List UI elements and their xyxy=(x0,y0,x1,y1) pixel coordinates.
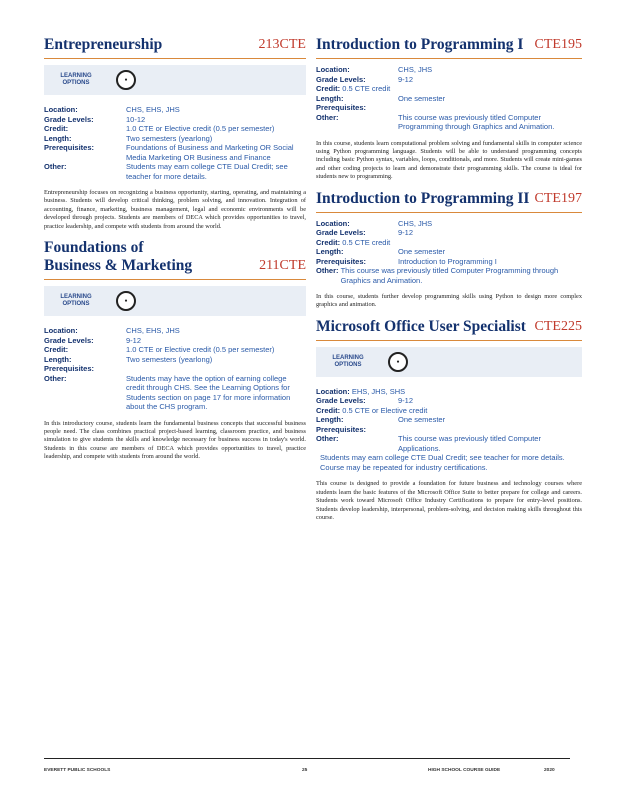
title-rule xyxy=(44,58,306,59)
location-value: CHS, EHS, JHS xyxy=(126,105,180,114)
location-key: Location: xyxy=(316,218,350,228)
footer-year: 2020 xyxy=(544,768,555,773)
credit-value: 0.5 CTE credit xyxy=(342,237,391,247)
course-title: Microsoft Office User Specialist xyxy=(316,317,526,335)
length-value: One semester xyxy=(398,247,446,257)
credit-value: 0.5 CTE credit xyxy=(342,84,391,93)
prereq-key: Prerequisites: xyxy=(316,103,367,112)
course-entrepreneurship xyxy=(44,36,306,231)
title-rule xyxy=(44,279,306,280)
course-description: In this course, students further develop programming skills using Python to design more complex graphics and animation. xyxy=(316,293,582,309)
location-key: Location: xyxy=(316,386,350,396)
learning-options-label: LEARNING OPTIONS xyxy=(60,73,92,86)
credit-key: Credit: xyxy=(316,84,341,93)
prereq-value: Foundations of Business and Marketing OR Social Media Marketing OR Business and Finance xyxy=(126,143,294,162)
credit-key: Credit: xyxy=(44,345,69,355)
other-value: Students may earn college CTE Dual Credit; see teacher for more details. xyxy=(126,162,288,181)
learning-options-label: LEARNING OPTIONS xyxy=(60,294,92,308)
prereq-value: Introduction to Programming I xyxy=(398,256,497,266)
length-key: Length: xyxy=(44,354,72,364)
dual-credit-note: Students may earn college CTE Dual Credit; see teacher for more details. xyxy=(320,453,565,463)
course-foundations-business-marketing xyxy=(44,239,306,462)
length-value: Two semesters (yearlong) xyxy=(126,133,213,143)
location-key: Location: xyxy=(316,65,350,74)
course-code: CTE197 xyxy=(534,190,582,206)
prereq-key: Prerequisites: xyxy=(316,256,367,266)
course-title: Introduction to Programming I xyxy=(316,36,524,53)
course-title xyxy=(44,239,192,275)
other-value: This course was previously titled Computer Programming through Graphics and Animation. xyxy=(398,112,555,131)
location-key: Location: xyxy=(44,105,78,114)
course-description: In this introductory course, students learn the fundamental business concepts that successful business people need. The class combines practical project-based learning, classroom practice, and business simulation to give students the skills and knowledge necessary for business success in today's world. Students in this course are members of DECA which provides opportunities to travel, practice leadership, and compete with students from around the world. xyxy=(44,419,306,461)
grade-key: Grade Levels: xyxy=(44,114,94,124)
course-info xyxy=(316,387,582,473)
course-title-line2: Business & Marketing xyxy=(44,257,193,275)
location-value: CHS, EHS, JHS xyxy=(126,326,180,336)
course-info xyxy=(316,219,582,286)
cte-seal-icon: ● xyxy=(116,291,136,311)
location-value: EHS, JHS, SHS xyxy=(351,386,406,396)
credit-key: Credit: xyxy=(44,124,69,133)
certification-note: Course may be repeated for industry certifications. xyxy=(320,462,488,472)
grade-value: 9-12 xyxy=(398,228,414,238)
credit-key: Credit: xyxy=(316,405,341,415)
title-rule xyxy=(316,58,582,59)
credit-value: 1.0 CTE or Elective credit (0.5 per semester) xyxy=(126,345,275,355)
course-title-line1: Foundations of xyxy=(44,239,144,257)
course-info xyxy=(44,326,306,412)
other-value: This course was previously titled Computer Applications. xyxy=(398,434,541,453)
grade-value: 9-12 xyxy=(398,74,414,84)
other-key: Other: xyxy=(316,266,339,276)
other-key: Other: xyxy=(44,162,67,171)
other-key: Other: xyxy=(316,112,339,122)
course-intro-programming-2 xyxy=(316,190,582,310)
left-column xyxy=(44,36,306,468)
location-value: CHS, JHS xyxy=(398,218,433,228)
length-key: Length: xyxy=(44,133,72,143)
grade-key: Grade Levels: xyxy=(316,396,366,406)
length-value: Two semesters (yearlong) xyxy=(126,354,213,364)
length-key: Length: xyxy=(316,415,344,425)
grade-value: 10-12 xyxy=(126,114,146,124)
location-value: CHS, JHS xyxy=(398,65,433,74)
prereq-key: Prerequisites: xyxy=(44,143,95,152)
footer-page-number: 25 xyxy=(302,768,308,773)
course-code: 211CTE xyxy=(259,258,306,274)
grade-key: Grade Levels: xyxy=(44,335,94,345)
prereq-key: Prerequisites: xyxy=(44,364,95,374)
length-value: One semester xyxy=(398,415,446,425)
title-rule xyxy=(316,340,582,341)
course-info xyxy=(44,105,306,181)
credit-key: Credit: xyxy=(316,237,341,247)
credit-value: 0.5 CTE or Elective credit xyxy=(342,405,428,415)
course-code: 213CTE xyxy=(258,37,306,52)
location-key: Location: xyxy=(44,326,78,336)
course-info xyxy=(316,65,582,132)
course-title: Introduction to Programming II xyxy=(316,189,530,207)
length-value: One semester xyxy=(398,93,446,103)
course-description: Entrepreneurship focuses on recognizing a business opportunity, starting, operating, and maintaining a business. Students will develop critical thinking, problem solving, and innovation. Integration of accounting, finance, marketing, business management, legal and economic environments will be developed through projects. Students are members of DECA which provides opportunities to travel, practice leadership, and compete with students from around the world. xyxy=(44,189,306,230)
other-value: Students may have the option of earning college credit through CHS. See the Learning Options for Students section on page 17 for more information about the CHS program. xyxy=(126,373,291,412)
other-value: This course was previously titled Computer Programming through Graphics and Animation. xyxy=(340,266,559,285)
page-footer xyxy=(44,758,570,773)
other-key: Other: xyxy=(44,373,67,383)
learning-options-band xyxy=(44,65,306,95)
length-key: Length: xyxy=(316,93,344,103)
course-code: CTE195 xyxy=(534,37,582,52)
course-description: In this course, students learn computational problem solving and fundamental skills in computer science using Python programming language. Students will be able to understand programming concepts including basic Python syntax, variables, loops, conditionals, and more. Students will create mini-games and other coding projects to learn and demonstrate their programming skills. The course is ideal for students new to programming. xyxy=(316,139,582,181)
credit-value: 1.0 CTE or Elective credit (0.5 per semester) xyxy=(126,124,275,133)
course-title: Entrepreneurship xyxy=(44,36,163,53)
course-intro-programming-1 xyxy=(316,36,582,182)
learning-options-band xyxy=(316,347,582,377)
footer-guide-title: HIGH SCHOOL COURSE GUIDE xyxy=(428,768,501,773)
right-column xyxy=(316,36,582,528)
prereq-key: Prerequisites: xyxy=(316,424,367,434)
grade-key: Grade Levels: xyxy=(316,74,366,84)
other-key: Other: xyxy=(316,434,339,444)
length-key: Length: xyxy=(316,247,344,257)
learning-options-band xyxy=(44,286,306,316)
title-rule xyxy=(316,212,582,213)
cte-seal-icon: ● xyxy=(116,70,136,90)
course-microsoft-office-user-specialist xyxy=(316,318,582,523)
grade-value: 9-12 xyxy=(126,335,142,345)
grade-key: Grade Levels: xyxy=(316,228,366,238)
learning-options-label: LEARNING OPTIONS xyxy=(332,354,364,368)
course-description: This course is designed to provide a foundation for future business and technology courses where students learn the basic features of the Microsoft Office Suite to better prepare for college and careers. Students work toward Microsoft Office Industry Certifications to prepare for entry-level positions. Students develop leadership, interpersonal, problem-solving, and decision making skills throughout this course. xyxy=(316,480,582,521)
grade-value: 9-12 xyxy=(398,396,414,406)
cte-seal-icon: ● xyxy=(388,352,408,372)
footer-district: EVERETT PUBLIC SCHOOLS xyxy=(44,768,111,773)
course-code: CTE225 xyxy=(534,318,582,334)
